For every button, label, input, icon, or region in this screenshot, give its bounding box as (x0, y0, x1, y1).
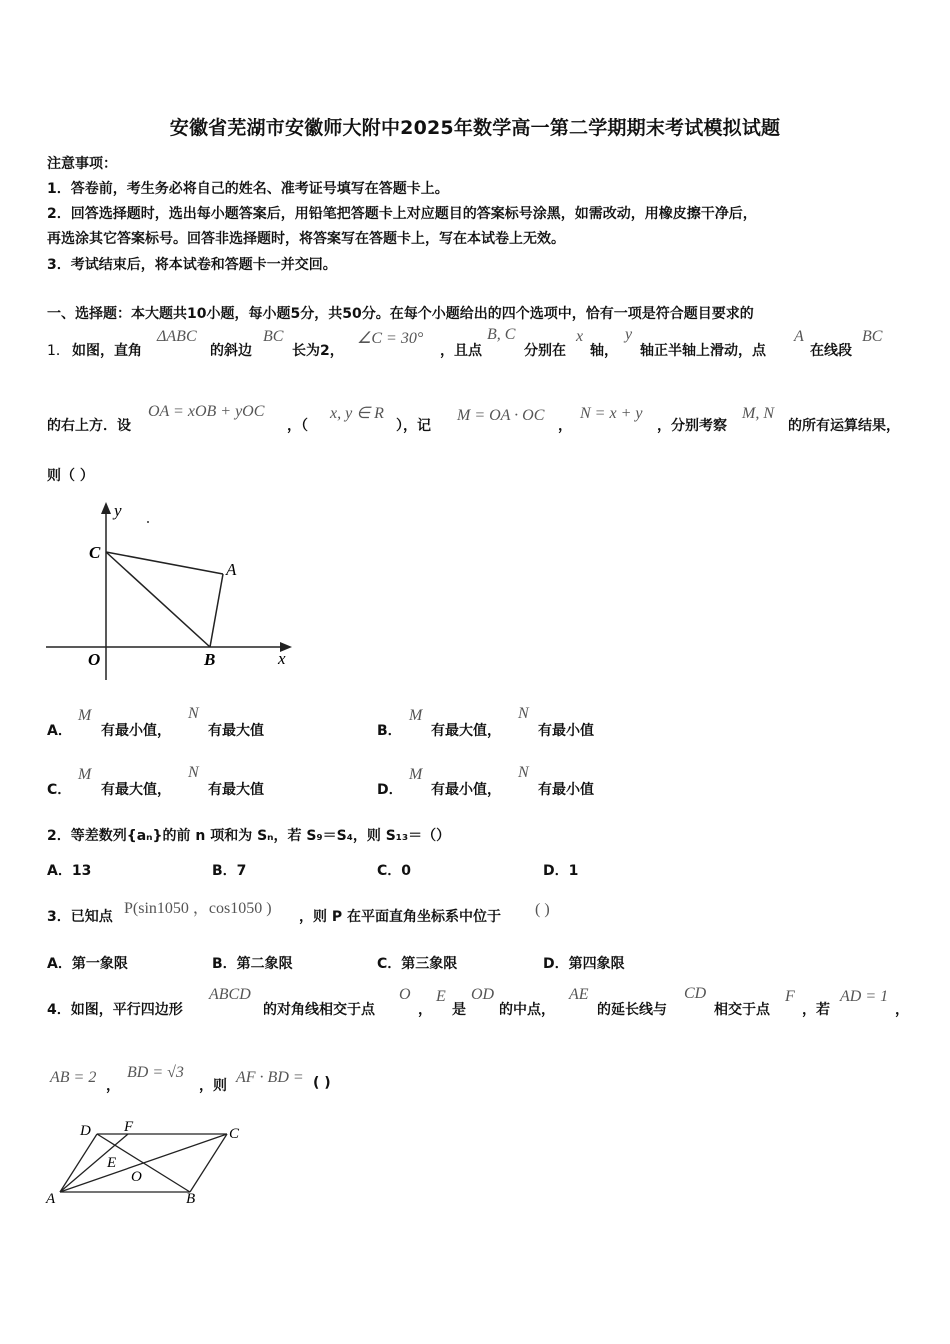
option-label: A． (47, 723, 72, 739)
option-text: 有最小值， (101, 723, 171, 739)
notice-heading: 注意事项： (47, 156, 117, 172)
q1-math: BC (862, 328, 883, 345)
option-text: 有最小值 (538, 782, 594, 798)
q1-text: ，且点 (440, 343, 482, 359)
q2-option-a[interactable]: A．13 (47, 863, 92, 879)
option-text: 有最大值， (101, 782, 171, 798)
q4-math: O (399, 986, 411, 1003)
q1-math: M, N (742, 405, 774, 422)
q4-text: ， (418, 1002, 432, 1018)
q4-text: 的对角线相交于点 (263, 1002, 375, 1018)
option-math: M (78, 766, 92, 783)
q1-text: ，分别考察 (657, 418, 727, 434)
q4-math: E (436, 988, 446, 1005)
label-D: D (80, 1123, 91, 1139)
q3-option-c[interactable]: C．第三象限 (377, 956, 458, 972)
q1-math: BC (263, 328, 284, 345)
q4-math: ABCD (209, 986, 251, 1003)
q1-math: A (794, 328, 804, 345)
q3-text: ，则 P 在平面直角坐标系中位于 (299, 909, 502, 925)
label-F: F (124, 1119, 134, 1135)
option-math: N (518, 705, 529, 722)
q4-math: F (785, 988, 795, 1005)
segment-AF (60, 1134, 128, 1192)
option-text: 有最大值 (208, 723, 264, 739)
q1-text: 如图，直角 (72, 343, 142, 359)
q1-text: ，（ (287, 418, 308, 434)
label-C: C (89, 543, 101, 562)
option-text: 有最大值 (208, 782, 264, 798)
segment-CB (106, 552, 210, 647)
q2-text: 2．等差数列{aₙ}的前 n 项和为 Sₙ，若 S₉＝S₄，则 S₁₃＝（） (47, 828, 451, 844)
q1-math: B, C (487, 326, 516, 343)
segment-AB (210, 574, 223, 647)
option-text: 有最小值 (538, 723, 594, 739)
q1-text: ），记 (396, 418, 431, 434)
option-label: D． (377, 782, 403, 798)
label-C: C (229, 1126, 240, 1142)
q4-text: ，则 (199, 1078, 227, 1094)
q1-math: N = x + y (580, 405, 643, 422)
q3-text: 3．已知点 (47, 909, 113, 925)
q3-answer-blank: ( ) (535, 901, 550, 918)
option-label: B． (377, 723, 402, 739)
q1-text: 的斜边 (210, 343, 252, 359)
q1-math: M = OA · OC (457, 407, 545, 424)
option-math: M (78, 707, 92, 724)
label-O: O (88, 650, 101, 669)
q1-figure (40, 495, 300, 685)
section-heading: 一、选择题：本大题共10小题，每小题5分，共50分。在每个小题给出的四个选项中，恰有一项是符合题目要求的 (47, 306, 754, 322)
q4-text: ， (895, 1002, 909, 1018)
option-label: C． (47, 782, 72, 798)
option-text: 有最大值， (431, 723, 501, 739)
q4-text: 的中点， (499, 1002, 555, 1018)
page-title: 安徽省芜湖市安徽师大附中2025年数学高一第二学期期末考试模拟试题 (169, 117, 781, 139)
q1-text: 分别在 (524, 343, 566, 359)
q4-text: 的延长线与 (597, 1002, 667, 1018)
notice-item: 3．考试结束后，将本试卷和答题卡一并交回。 (47, 257, 337, 273)
q3-option-a[interactable]: A．第一象限 (47, 956, 128, 972)
q4-text: 4．如图，平行四边形 (47, 1002, 183, 1018)
q2-option-c[interactable]: C．0 (377, 863, 412, 879)
label-B: B (204, 650, 216, 669)
q4-answer-blank: ( ) (313, 1075, 331, 1091)
q4-math: AE (569, 986, 589, 1003)
label-O: O (131, 1169, 142, 1185)
label-B: B (186, 1191, 196, 1207)
q4-math: CD (684, 985, 707, 1002)
q1-text: ， (558, 418, 572, 434)
q1-math: ∠C = 30° (357, 330, 424, 347)
y-axis-arrow (101, 502, 111, 514)
q1-text: 则（ ） (47, 468, 94, 484)
q1-math: y (625, 326, 633, 343)
q4-math: AF · BD = (236, 1069, 304, 1086)
q1-math: x (576, 328, 584, 345)
q2-option-d[interactable]: D．1 (543, 863, 579, 879)
q4-text: 是 (452, 1002, 466, 1018)
q3-option-b[interactable]: B．第二象限 (212, 956, 293, 972)
q1-number: 1． (47, 343, 70, 359)
q2-option-b[interactable]: B．7 (212, 863, 247, 879)
q1-text: 的所有运算结果， (788, 418, 900, 434)
q3-math: P(sin1050 ，cos1050 ) (124, 900, 272, 917)
option-math: N (518, 764, 529, 781)
q4-text: ，若 (802, 1002, 830, 1018)
q4-math: AD = 1 (840, 988, 889, 1005)
q1-text: 长为2， (292, 343, 344, 359)
segment-BC (190, 1134, 227, 1192)
q3-option-d[interactable]: D．第四象限 (543, 956, 625, 972)
label-y: y (114, 501, 122, 520)
option-math: M (409, 766, 423, 783)
notice-item: 1．答卷前，考生务必将自己的姓名、准考证号填写在答题卡上。 (47, 181, 449, 197)
option-text: 有最小值， (431, 782, 501, 798)
q4-math: OD (471, 986, 495, 1003)
q1-text: 在线段 (810, 343, 852, 359)
segment-AD (60, 1134, 97, 1192)
q1-math: x, y ∈ R (330, 405, 384, 422)
label-x: x (278, 649, 286, 668)
q1-text: 轴正半轴上滑动，点 (640, 343, 766, 359)
segment-CA (106, 552, 223, 574)
q4-figure (40, 1115, 255, 1210)
label-A: A (46, 1191, 56, 1207)
label-E: E (107, 1155, 117, 1171)
label-A: A (226, 560, 237, 579)
notice-item: 再选涂其它答案标号。回答非选择题时，将答案写在答题卡上，写在本试卷上无效。 (47, 231, 565, 247)
option-math: N (188, 764, 199, 781)
q4-text: 相交于点 (714, 1002, 770, 1018)
q1-text: 的右上方．设 (47, 418, 131, 434)
option-math: M (409, 707, 423, 724)
q1-math: OA = xOB + yOC (148, 403, 265, 420)
q4-math: BD = √3 (127, 1064, 184, 1081)
notice-item: 2．回答选择题时，选出每小题答案后，用铅笔把答题卡上对应题目的答案标号涂黑，如需改动，用橡皮擦干净后， (47, 206, 757, 222)
q1-text: 轴， (590, 343, 618, 359)
option-math: N (188, 705, 199, 722)
q1-math: ΔABC (157, 328, 197, 345)
q4-text: ， (106, 1078, 120, 1094)
q4-math: AB = 2 (50, 1069, 97, 1086)
